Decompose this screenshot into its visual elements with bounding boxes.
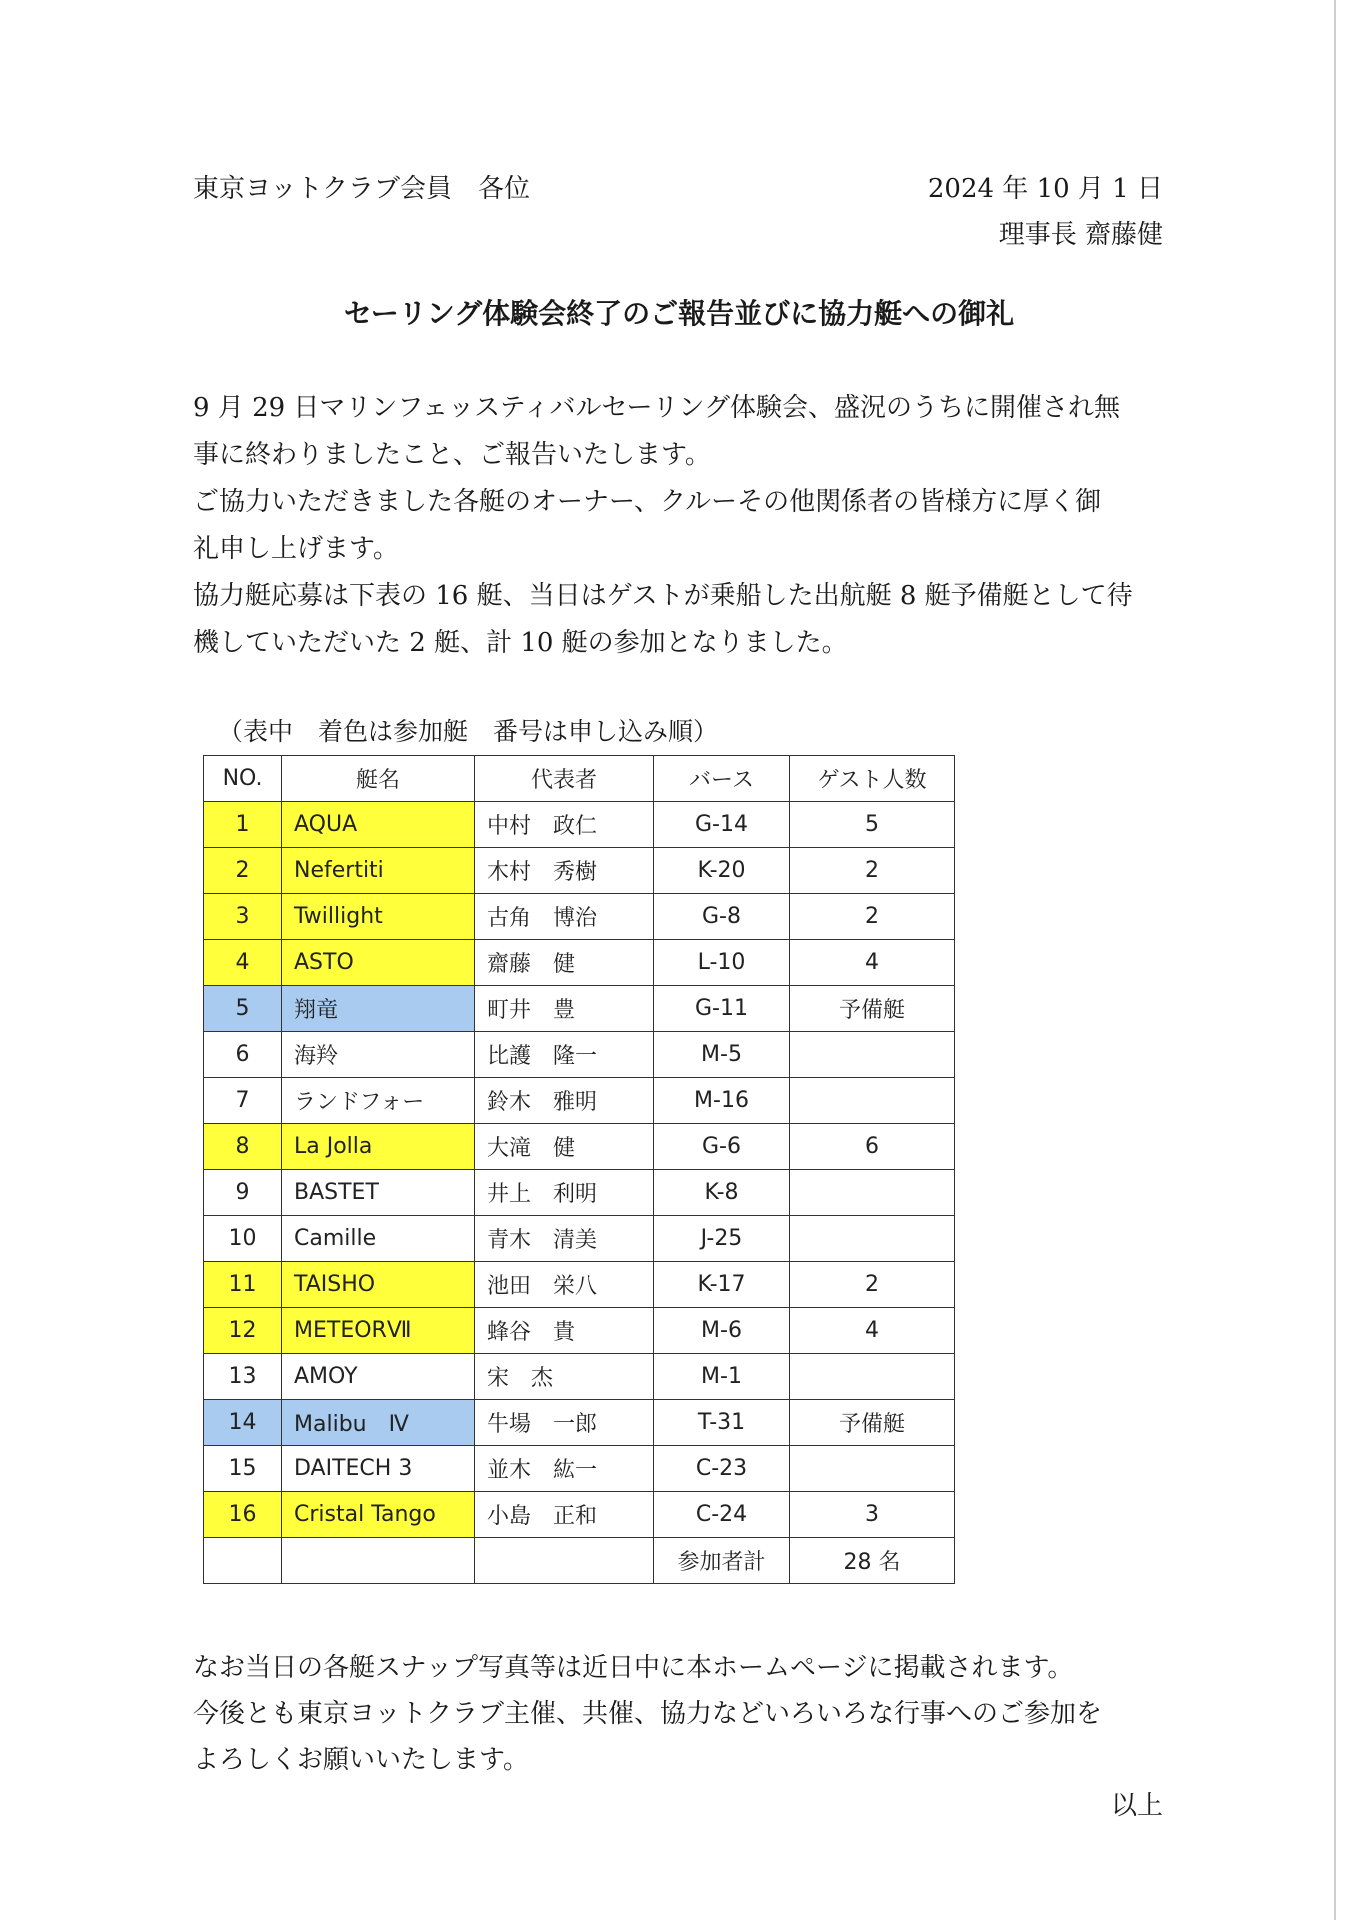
cell-boat-name: Nefertiti bbox=[282, 848, 475, 894]
cell-representative: 蜂谷 貴 bbox=[475, 1308, 654, 1354]
table-row bbox=[204, 1400, 955, 1446]
cell-boat-name: AMOY bbox=[282, 1354, 475, 1400]
table-row bbox=[204, 1032, 955, 1078]
table-total-row bbox=[204, 1538, 955, 1584]
total-empty-cell bbox=[204, 1538, 282, 1584]
signer: 理事長 齋藤健 bbox=[998, 220, 1163, 250]
body-paragraph-report: 9 月 29 日マリンフェッスティバルセーリング体験会、盛況のうちに開催され無 事に終わりましたこと、ご報告いたします。 bbox=[193, 393, 1120, 470]
cell-no: 5 bbox=[204, 986, 282, 1032]
cell-berth: M-1 bbox=[654, 1354, 790, 1400]
cell-no: 3 bbox=[204, 894, 282, 940]
cell-berth: C-23 bbox=[654, 1446, 790, 1492]
closing-paragraph: なお当日の各艇スナップ写真等は近日中に本ホームページに掲載されます。 今後とも東京ヨットクラブ主催、共催、協力などいろいろな行事へのご参加を よろしくお願いいたします。 bbox=[193, 1653, 1102, 1775]
cell-guest-count bbox=[790, 1032, 955, 1078]
table-row bbox=[204, 940, 955, 986]
total-empty-cell bbox=[475, 1538, 654, 1584]
cell-berth: L-10 bbox=[654, 940, 790, 986]
cell-boat-name: BASTET bbox=[282, 1170, 475, 1216]
cell-no: 9 bbox=[204, 1170, 282, 1216]
cell-berth: J-25 bbox=[654, 1216, 790, 1262]
total-value: 28 名 bbox=[790, 1538, 955, 1584]
cell-boat-name: Cristal Tango bbox=[282, 1492, 475, 1538]
cell-berth: C-24 bbox=[654, 1492, 790, 1538]
total-label: 参加者計 bbox=[654, 1538, 790, 1584]
cell-representative: 鈴木 雅明 bbox=[475, 1078, 654, 1124]
table-row bbox=[204, 1354, 955, 1400]
cell-guest-count: 3 bbox=[790, 1492, 955, 1538]
cell-representative: 木村 秀樹 bbox=[475, 848, 654, 894]
table-row bbox=[204, 1170, 955, 1216]
cell-no: 10 bbox=[204, 1216, 282, 1262]
cell-representative: 齋藤 健 bbox=[475, 940, 654, 986]
cell-guest-count bbox=[790, 1170, 955, 1216]
cell-boat-name: Malibu Ⅳ bbox=[282, 1400, 475, 1446]
cell-boat-name: TAISHO bbox=[282, 1262, 475, 1308]
cell-representative: 比護 隆一 bbox=[475, 1032, 654, 1078]
cell-no: 4 bbox=[204, 940, 282, 986]
document-title: セーリング体験会終了のご報告並びに協力艇への御礼 bbox=[343, 297, 1015, 330]
cell-no: 12 bbox=[204, 1308, 282, 1354]
table-row bbox=[204, 1446, 955, 1492]
cell-boat-name: 海羚 bbox=[282, 1032, 475, 1078]
cell-guest-count: 4 bbox=[790, 940, 955, 986]
cell-berth: G-11 bbox=[654, 986, 790, 1032]
cell-berth: M-16 bbox=[654, 1078, 790, 1124]
body-paragraph-thanks: ご協力いただきました各艇のオーナー、クルーその他関係者の皆様方に厚く御 礼申し上げます。 bbox=[193, 487, 1102, 564]
cell-no: 13 bbox=[204, 1354, 282, 1400]
cell-boat-name: Camille bbox=[282, 1216, 475, 1262]
cell-berth: M-5 bbox=[654, 1032, 790, 1078]
cell-berth: T-31 bbox=[654, 1400, 790, 1446]
cell-berth: G-6 bbox=[654, 1124, 790, 1170]
cell-representative: 小島 正和 bbox=[475, 1492, 654, 1538]
cell-no: 16 bbox=[204, 1492, 282, 1538]
cell-guest-count bbox=[790, 1446, 955, 1492]
cell-representative: 中村 政仁 bbox=[475, 802, 654, 848]
table-row bbox=[204, 1262, 955, 1308]
cell-boat-name: METEORⅦ bbox=[282, 1308, 475, 1354]
table-row bbox=[204, 894, 955, 940]
cell-representative: 青木 清美 bbox=[475, 1216, 654, 1262]
cell-berth: K-17 bbox=[654, 1262, 790, 1308]
cell-berth: K-20 bbox=[654, 848, 790, 894]
cell-guest-count: 6 bbox=[790, 1124, 955, 1170]
header-boat-name: 艇名 bbox=[282, 756, 475, 802]
table-row bbox=[204, 1078, 955, 1124]
cell-boat-name: ランドフォー bbox=[282, 1078, 475, 1124]
cell-berth: G-8 bbox=[654, 894, 790, 940]
cell-representative: 町井 豊 bbox=[475, 986, 654, 1032]
table-row bbox=[204, 1124, 955, 1170]
cell-boat-name: Twillight bbox=[282, 894, 475, 940]
cell-no: 7 bbox=[204, 1078, 282, 1124]
cell-guest-count: 2 bbox=[790, 894, 955, 940]
closing-end-mark: 以上 bbox=[1110, 1791, 1163, 1821]
table-note: （表中 着色は参加艇 番号は申し込み順） bbox=[218, 717, 719, 746]
cell-representative: 牛場 一郎 bbox=[475, 1400, 654, 1446]
table-row bbox=[204, 848, 955, 894]
table-row bbox=[204, 1492, 955, 1538]
cell-guest-count: 2 bbox=[790, 848, 955, 894]
header-no: NO. bbox=[204, 756, 282, 802]
cell-guest-count: 予備艇 bbox=[790, 986, 955, 1032]
cell-guest-count bbox=[790, 1078, 955, 1124]
cell-guest-count: 4 bbox=[790, 1308, 955, 1354]
cell-boat-name: DAITECH 3 bbox=[282, 1446, 475, 1492]
header-guest-count: ゲスト人数 bbox=[790, 756, 955, 802]
cell-guest-count bbox=[790, 1216, 955, 1262]
cell-guest-count bbox=[790, 1354, 955, 1400]
cell-berth: M-6 bbox=[654, 1308, 790, 1354]
addressee: 東京ヨットクラブ会員 各位 bbox=[193, 174, 530, 204]
cell-berth: K-8 bbox=[654, 1170, 790, 1216]
boat-table bbox=[203, 755, 955, 1584]
cell-no: 1 bbox=[204, 802, 282, 848]
table-row bbox=[204, 1308, 955, 1354]
cell-representative: 古角 博治 bbox=[475, 894, 654, 940]
header-representative: 代表者 bbox=[475, 756, 654, 802]
header-berth: バース bbox=[654, 756, 790, 802]
document-date: 2024 年 10 月 1 日 bbox=[927, 174, 1163, 204]
cell-no: 6 bbox=[204, 1032, 282, 1078]
cell-representative: 池田 栄八 bbox=[475, 1262, 654, 1308]
body-paragraph-participation: 協力艇応募は下表の 16 艇、当日はゲストが乗船した出航艇 8 艇予備艇として待 機していただいた 2 艇、計 10 艇の参加となりました。 bbox=[193, 581, 1133, 658]
cell-boat-name: La Jolla bbox=[282, 1124, 475, 1170]
cell-representative: 井上 利明 bbox=[475, 1170, 654, 1216]
cell-no: 8 bbox=[204, 1124, 282, 1170]
cell-representative: 宋 杰 bbox=[475, 1354, 654, 1400]
cell-boat-name: AQUA bbox=[282, 802, 475, 848]
table-row bbox=[204, 1216, 955, 1262]
cell-no: 2 bbox=[204, 848, 282, 894]
page-edge-line bbox=[1334, 0, 1336, 1920]
cell-no: 11 bbox=[204, 1262, 282, 1308]
table-row bbox=[204, 986, 955, 1032]
cell-guest-count: 予備艇 bbox=[790, 1400, 955, 1446]
cell-boat-name: ASTO bbox=[282, 940, 475, 986]
cell-no: 14 bbox=[204, 1400, 282, 1446]
cell-berth: G-14 bbox=[654, 802, 790, 848]
cell-representative: 大滝 健 bbox=[475, 1124, 654, 1170]
table-row bbox=[204, 802, 955, 848]
total-empty-cell bbox=[282, 1538, 475, 1584]
cell-representative: 並木 紘一 bbox=[475, 1446, 654, 1492]
cell-guest-count: 2 bbox=[790, 1262, 955, 1308]
cell-guest-count: 5 bbox=[790, 802, 955, 848]
cell-boat-name: 翔竜 bbox=[282, 986, 475, 1032]
cell-no: 15 bbox=[204, 1446, 282, 1492]
table-header-row bbox=[204, 756, 955, 802]
